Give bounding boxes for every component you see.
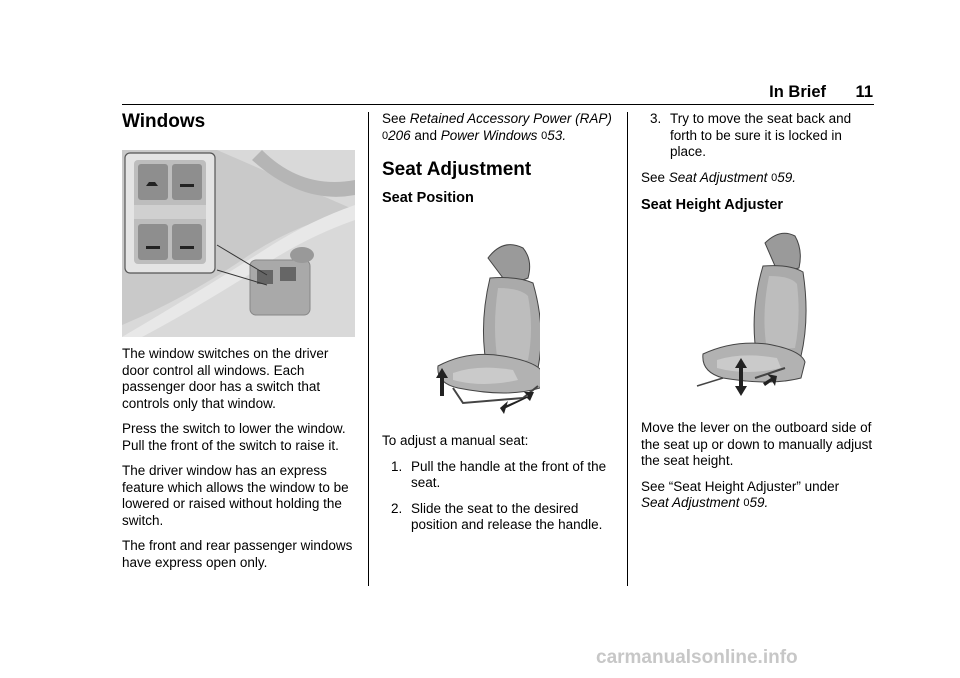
- windows-body: [122, 346, 358, 580]
- seat-adjustment-page-ref[interactable]: 59: [777, 169, 793, 185]
- window-switch-illustration: [122, 150, 355, 337]
- seat-height-body: [641, 420, 876, 522]
- seat-adjustment-link[interactable]: Seat Adjustment: [668, 169, 768, 185]
- page-ref-arrow-icon: 0: [743, 497, 750, 509]
- rap-page-ref[interactable]: 206: [388, 127, 411, 143]
- watermark: carmanualsonline.info: [596, 647, 798, 668]
- page-ref-arrow-icon: 0: [382, 129, 389, 142]
- column-1: [122, 111, 358, 133]
- seat-adjustment-link[interactable]: Seat Adjustment: [641, 495, 740, 510]
- power-windows-link[interactable]: Power Windows: [440, 127, 538, 143]
- windows-paragraph: The driver window has an express feature which allows the window to be lowered or raised without holding the switch.: [122, 463, 349, 528]
- seat-height-illustration: [695, 228, 807, 406]
- windows-paragraph: The window switches on the driver door control all windows. Each passenger door has a switch that controls only that window.: [122, 346, 329, 411]
- seat-adjustment-page-ref[interactable]: 59: [749, 495, 765, 510]
- column-divider: [627, 112, 628, 586]
- seat-intro: To adjust a manual seat:: [382, 433, 529, 448]
- seat-position-body: [382, 433, 617, 543]
- seat-position-heading: Seat Position: [382, 190, 474, 206]
- list-item: 3. Try to move the seat back and forth to be sure it is locked in place.: [650, 111, 852, 159]
- seat-height-paragraph: Move the lever on the outboard side of the seat up or down to manually adjust the seat height.: [641, 420, 873, 468]
- seat-height-heading: Seat Height Adjuster: [641, 197, 784, 213]
- seat-position-illustration: [428, 238, 540, 420]
- column-2: [382, 111, 617, 207]
- list-item: 2. Slide the seat to the desired position and release the handle.: [391, 500, 603, 532]
- page-number: 11: [855, 83, 873, 101]
- list-item: 1. Pull the handle at the front of the seat.: [391, 458, 607, 490]
- seat-adjustment-heading: Seat Adjustment: [382, 159, 532, 180]
- column-divider: [368, 112, 369, 586]
- page-ref-arrow-icon: 0: [771, 171, 778, 184]
- section-title: In Brief: [769, 83, 826, 101]
- page-ref-arrow-icon: 0: [541, 129, 548, 142]
- windows-paragraph: Press the switch to lower the window. Pull the front of the switch to raise it.: [122, 421, 346, 453]
- rap-link[interactable]: Retained Accessory Power (RAP): [409, 111, 612, 126]
- see-reference: See Seat Adjustment 059.: [641, 169, 797, 185]
- power-windows-page-ref[interactable]: 53: [547, 127, 563, 143]
- column-3: [641, 111, 876, 214]
- page-header: [122, 78, 874, 105]
- see-reference: See Retained Accessory Power (RAP) 0206 and Power Windows 053.: [382, 111, 612, 143]
- seat-steps: [382, 459, 617, 534]
- see-reference: See “Seat Height Adjuster” under Seat Adjustment 059.: [641, 478, 840, 510]
- windows-heading: Windows: [122, 111, 206, 132]
- seat-steps-continued: [641, 111, 876, 161]
- windows-paragraph: The front and rear passenger windows have express open only.: [122, 538, 353, 570]
